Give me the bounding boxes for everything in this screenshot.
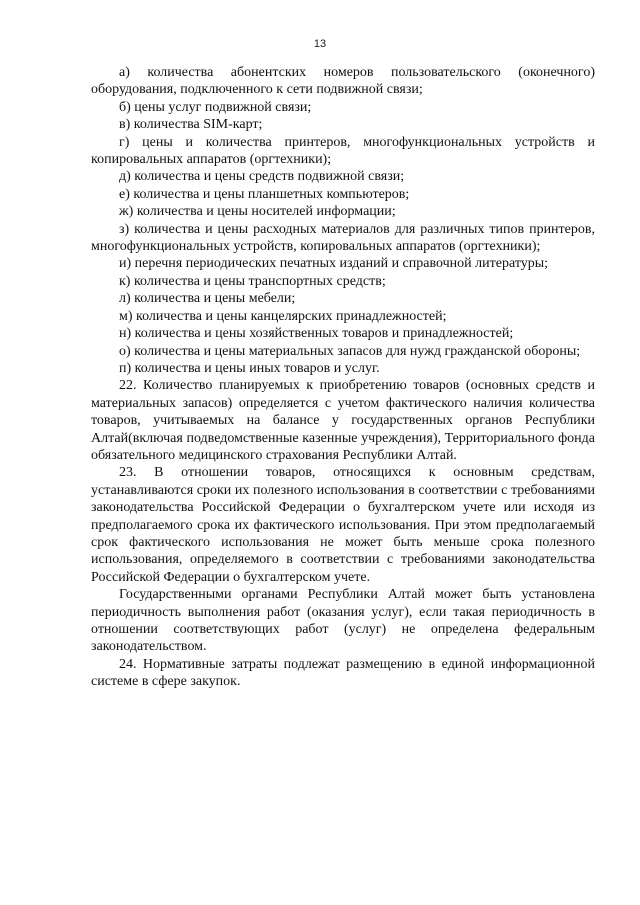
paragraph-item-n: н) количества и цены хозяйственных товаров и принадлежностей; <box>119 326 514 342</box>
paragraph-item-d: д) количества и цены средств подвижной связи; <box>119 169 405 185</box>
paragraph-clause-24: 24. Нормативные затраты подлежат размещению в единой информационной системе в сфере закупок. <box>91 656 595 690</box>
paragraph-item-g: г) цены и количества принтеров, многофункциональных устройств и копировальных аппаратов (оргтехники); <box>91 134 595 168</box>
paragraph-item-l: л) количества и цены мебели; <box>119 291 296 307</box>
paragraph-item-z: з) количества и цены расходных материалов для различных типов принтеров, многофункциональных устройств, копировальных аппаратов (оргтехники); <box>91 221 595 255</box>
paragraph-clause-22: 22. Количество планируемых к приобретению товаров (основных средств и материальных запасов) определяется с учетом фактического наличия количества товаров, учитываемых на балансе у государственных органов Республики Алтай(включая подведомственные казенные учреждения), Территориального фонда обязательного медицинского страхования Республики Алтай. <box>91 378 595 463</box>
paragraph-item-k: к) количества и цены транспортных средств; <box>119 273 386 289</box>
paragraph-item-b: б) цены услуг подвижной связи; <box>119 99 312 115</box>
paragraph-item-o: о) количества и цены материальных запасов для нужд гражданской обороны; <box>119 343 581 359</box>
paragraph-item-a: а) количества абонентских номеров пользовательского (оконечного) оборудования, подключенного к сети подвижной связи; <box>91 65 595 98</box>
paragraph-item-p: п) количества и цены иных товаров и услуг. <box>119 360 380 376</box>
document-body <box>91 64 595 691</box>
paragraph-item-v: в) количества SIM-карт; <box>119 117 263 133</box>
paragraph-item-i: и) перечня периодических печатных изданий и справочной литературы; <box>119 256 549 272</box>
paragraph-clause-23: 23. В отношении товаров, относящихся к основным средствам, устанавливаются сроки их полезного использования в соответствии с требованиями законодательства Российской Федерации о бухгалтерском учете или исходя из предполагаемого срока их фактического использования. При этом предполагаемый срок фактического использования не может быть меньше срока полезного использования, определяемого в соответствии с требованиями законодательства Российской Федерации о бухгалтерском учете. <box>91 465 595 585</box>
paragraph-item-e: е) количества и цены планшетных компьютеров; <box>119 186 410 202</box>
paragraph-item-m: м) количества и цены канцелярских принадлежностей; <box>119 308 447 324</box>
page-number: 13 <box>313 38 327 50</box>
paragraph-clause-23-continued: Государственными органами Республики Алтай может быть установлена периодичность выполнения работ (оказания услуг), если такая периодичность в отношении соответствующих работ (услуг) не определена федеральным законодательством. <box>91 587 595 655</box>
paragraph-item-zh: ж) количества и цены носителей информации; <box>119 204 396 220</box>
